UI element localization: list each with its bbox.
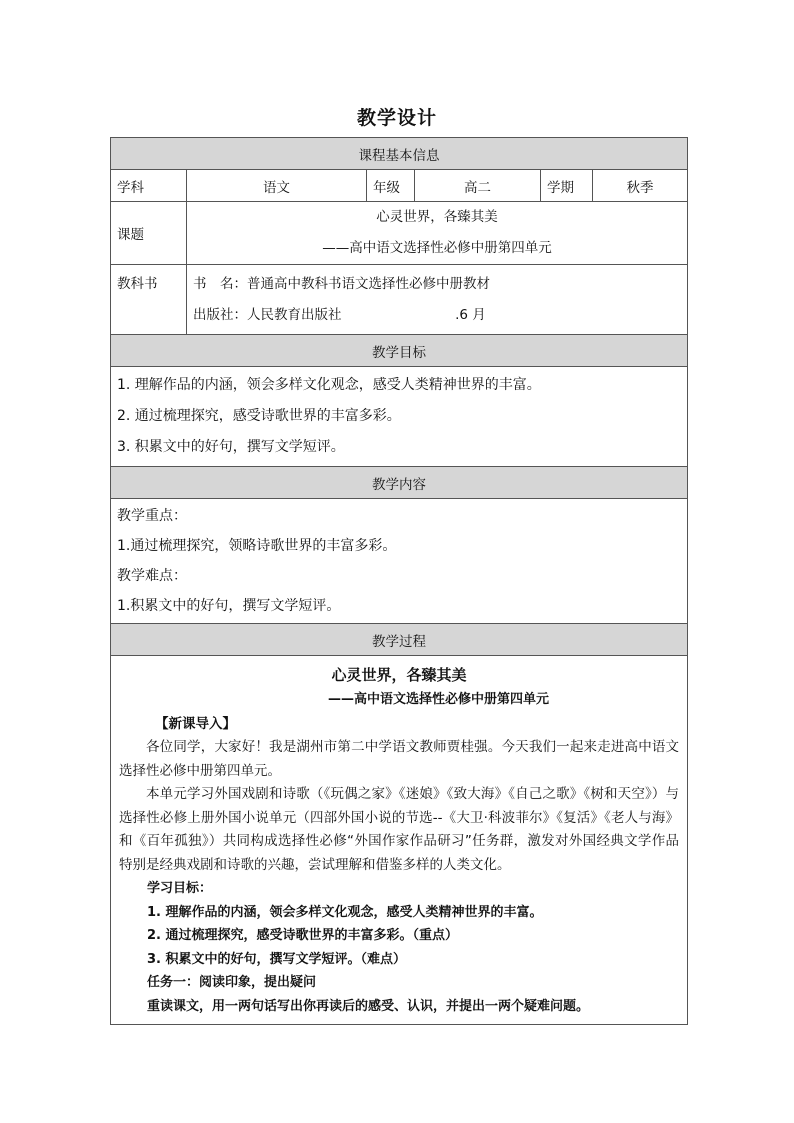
process-subtitle: ——高中语文选择性必修中册第四单元	[328, 692, 550, 707]
section-header-goals: 教学目标	[111, 335, 688, 367]
term-label: 学期	[541, 170, 593, 202]
intro-heading: 【新课导入】	[155, 716, 236, 732]
goal-item: 1. 理解作品的内涵，领会多样文化观念，感受人类精神世界的丰富。	[117, 377, 541, 393]
subject-value: 语文	[187, 170, 367, 202]
section-header-process: 教学过程	[111, 624, 688, 656]
process-block	[111, 656, 688, 1025]
document-title: 教学设计	[356, 107, 437, 129]
goals-list	[111, 367, 688, 467]
textbook-publisher-row	[193, 300, 681, 331]
textbook-info	[187, 265, 688, 335]
key-point-item: 1.通过梳理探究，领略诗歌世界的丰富多彩。	[117, 538, 397, 554]
textbook-publisher: 出版社：人民教育出版社	[193, 306, 342, 323]
task-one-title: 任务一：阅读印象，提出疑问	[147, 975, 317, 990]
section-header-basic-info: 课程基本信息	[111, 138, 688, 170]
grade-label: 年级	[367, 170, 415, 202]
topic-value	[187, 202, 688, 265]
intro-paragraph: 各位同学，大家好！我是湖州市第二中学语文教师贾桂强。今天我们一起来走进高中语文选择性必修中册第四单元。	[119, 739, 680, 779]
learning-goal-item: 3. 积累文中的好句，撰写文学短评。（难点）	[147, 951, 407, 967]
task-one-description: 重读课文，用一两句话写出你再读后的感受、认识，并提出一两个疑难问题。	[147, 998, 590, 1014]
subject-label: 学科	[111, 170, 187, 202]
goal-item: 2. 通过梳理探究，感受诗歌世界的丰富多彩。	[117, 408, 401, 424]
topic-label: 课题	[111, 202, 187, 265]
process-title: 心灵世界，各臻其美	[331, 666, 467, 684]
goal-item: 3. 积累文中的好句，撰写文学短评。	[117, 439, 345, 455]
term-value: 秋季	[593, 170, 688, 202]
difficulty-label: 教学难点：	[117, 568, 187, 584]
key-point-label: 教学重点：	[117, 508, 187, 524]
topic-subtitle: ——高中语文选择性必修中册第四单元	[322, 240, 552, 256]
grade-value: 高二	[415, 170, 541, 202]
textbook-name: 书 名：普通高中教科书语文选择性必修中册教材	[193, 275, 490, 292]
lesson-plan-table	[110, 137, 688, 1025]
learning-goal-item: 1. 理解作品的内涵，领会多样文化观念，感受人类精神世界的丰富。	[147, 904, 543, 920]
difficulty-item: 1.积累文中的好句，撰写文学短评。	[117, 598, 341, 614]
learning-goal-item: 2. 通过梳理探究，感受诗歌世界的丰富多彩。（重点）	[147, 928, 459, 943]
content-block	[111, 499, 688, 624]
unit-paragraph: 本单元学习外国戏剧和诗歌（《玩偶之家》《迷娘》《致大海》《自己之歌》《树和天空》）与选择性必修上册外国小说单元（四部外国小说的节选--《大卫·科波菲尔》《复活》《老人与海》和《百年孤独》）共同构成选择性必修“外国作家作品研习”任务群，激发对外国经典文学作品特别是经典戏剧和诗歌的兴趣，尝试理解和借鉴多样的人类文化。	[119, 786, 680, 873]
textbook-date: .6 月	[455, 306, 486, 323]
textbook-label: 教科书	[111, 265, 187, 335]
section-header-content: 教学内容	[111, 467, 688, 499]
learning-goal-label: 学习目标：	[147, 881, 213, 896]
topic-title: 心灵世界，各臻其美	[376, 209, 498, 225]
